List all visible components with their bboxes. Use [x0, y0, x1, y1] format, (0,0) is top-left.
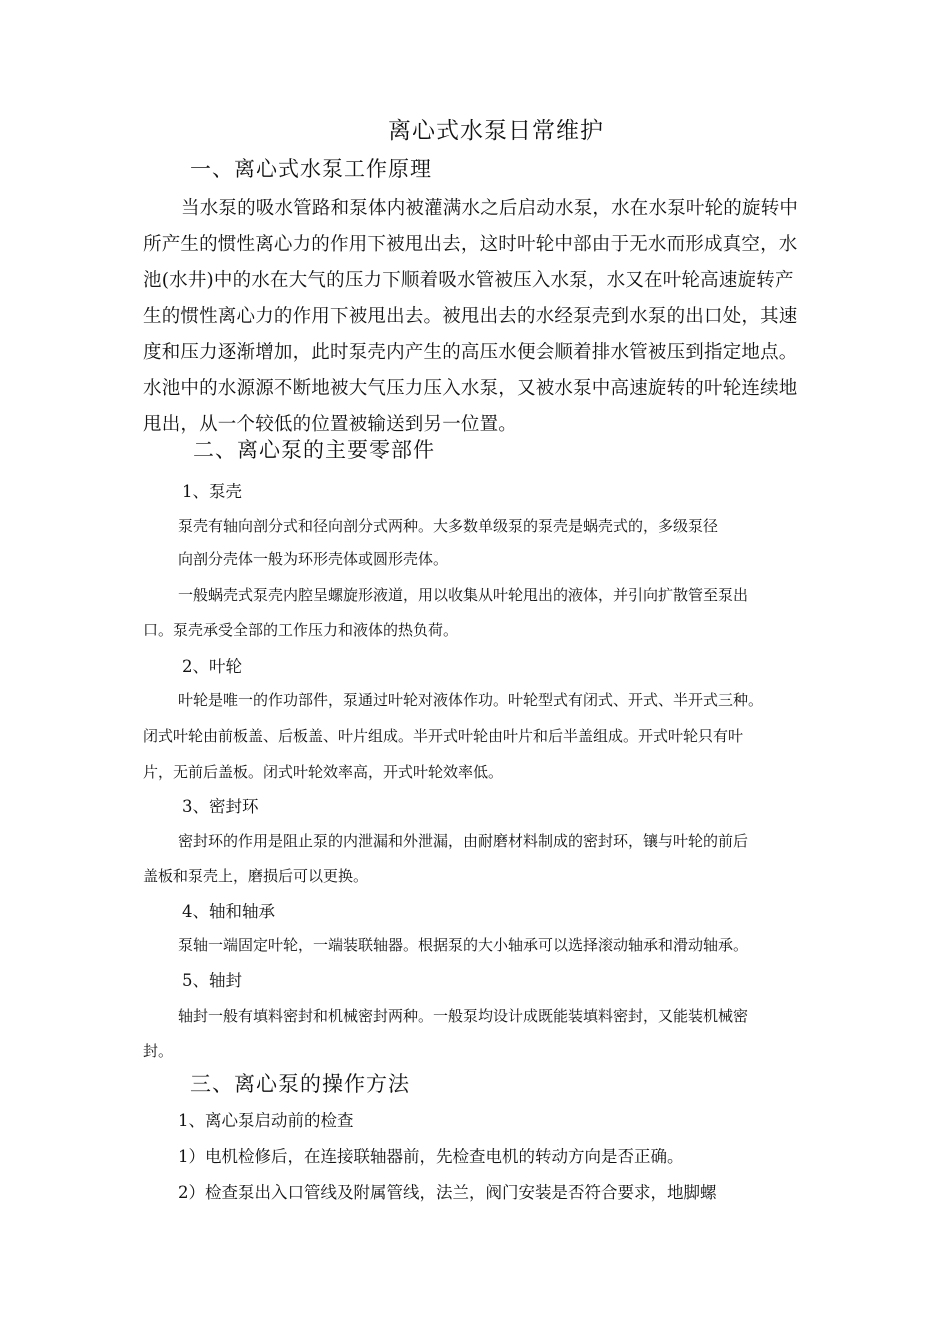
subsection-heading-pre-start-check: 1、离心泵启动前的检查 — [178, 1111, 354, 1130]
paragraph-line: 口。泵壳承受全部的工作压力和液体的热负荷。 — [143, 621, 459, 639]
paragraph-line: 盖板和泵壳上，磨损后可以更换。 — [143, 867, 369, 885]
document-title: 离心式水泵日常维护 — [388, 118, 604, 144]
checklist-line: 2）检查泵出入口管线及附属管线，法兰，阀门安装是否符合要求，地脚螺 — [178, 1183, 717, 1202]
paragraph-line: 向剖分壳体一般为环形壳体或圆形壳体。 — [178, 550, 449, 568]
part-label-pump-casing: 1、泵壳 — [182, 482, 242, 501]
paragraph-line: 泵轴一端固定叶轮，一端装联轴器。根据泵的大小轴承可以选择滚动轴承和滑动轴承。 — [178, 936, 749, 954]
paragraph-line: 密封环的作用是阻止泵的内泄漏和外泄漏，由耐磨材料制成的密封环，镶与叶轮的前后 — [178, 832, 749, 850]
paragraph-line: 封。 — [143, 1042, 174, 1060]
paragraph-line: 闭式叶轮由前板盖、后板盖、叶片组成。半开式叶轮由叶片和后半盖组成。开式叶轮只有叶 — [143, 727, 744, 745]
paragraph-line: 生的惯性离心力的作用下被甩出去。被甩出去的水经泵壳到水泵的出口处，其速 — [143, 306, 798, 327]
paragraph-line: 甩出，从一个较低的位置被输送到另一位置。 — [143, 414, 518, 435]
paragraph-line: 度和压力逐渐增加，此时泵壳内产生的高压水便会顺着排水管被压到指定地点。 — [143, 342, 798, 363]
part-label-shaft-bearing: 4、轴和轴承 — [182, 902, 275, 921]
paragraph-line: 池(水井)中的水在大气的压力下顺着吸水管被压入水泵，水又在叶轮高速旋转产 — [143, 270, 794, 291]
checklist-line: 1）电机检修后，在连接联轴器前，先检查电机的转动方向是否正确。 — [178, 1147, 684, 1166]
paragraph-line: 轴封一般有填料密封和机械密封两种。一般泵均设计成既能装填料密封，又能装机械密 — [178, 1007, 749, 1025]
part-label-shaft-seal: 5、轴封 — [182, 971, 242, 990]
part-label-impeller: 2、叶轮 — [182, 657, 242, 676]
paragraph-line: 片，无前后盖板。闭式叶轮效率高，开式叶轮效率低。 — [143, 763, 504, 781]
paragraph-line: 所产生的惯性离心力的作用下被甩出去，这时叶轮中部由于无水而形成真空，水 — [143, 234, 798, 255]
paragraph-line: 当水泵的吸水管路和泵体内被灌满水之后启动水泵，水在水泵叶轮的旋转中 — [181, 198, 799, 219]
section-heading-main-parts: 二、离心泵的主要零部件 — [193, 438, 435, 462]
paragraph-line: 水池中的水源源不断地被大气压力压入水泵，又被水泵中高速旋转的叶轮连续地 — [143, 378, 798, 399]
paragraph-line: 叶轮是唯一的作功部件，泵通过叶轮对液体作功。叶轮型式有闭式、开式、半开式三种。 — [178, 691, 764, 709]
part-label-seal-ring: 3、密封环 — [182, 797, 259, 816]
paragraph-line: 一般蜗壳式泵壳内腔呈螺旋形液道，用以收集从叶轮甩出的液体，并引向扩散管至泵出 — [178, 586, 749, 604]
paragraph-line: 泵壳有轴向剖分式和径向剖分式两种。大多数单级泵的泵壳是蜗壳式的，多级泵径 — [178, 517, 719, 535]
section-heading-working-principle: 一、离心式水泵工作原理 — [190, 157, 432, 181]
section-heading-operation-method: 三、离心泵的操作方法 — [190, 1072, 410, 1096]
